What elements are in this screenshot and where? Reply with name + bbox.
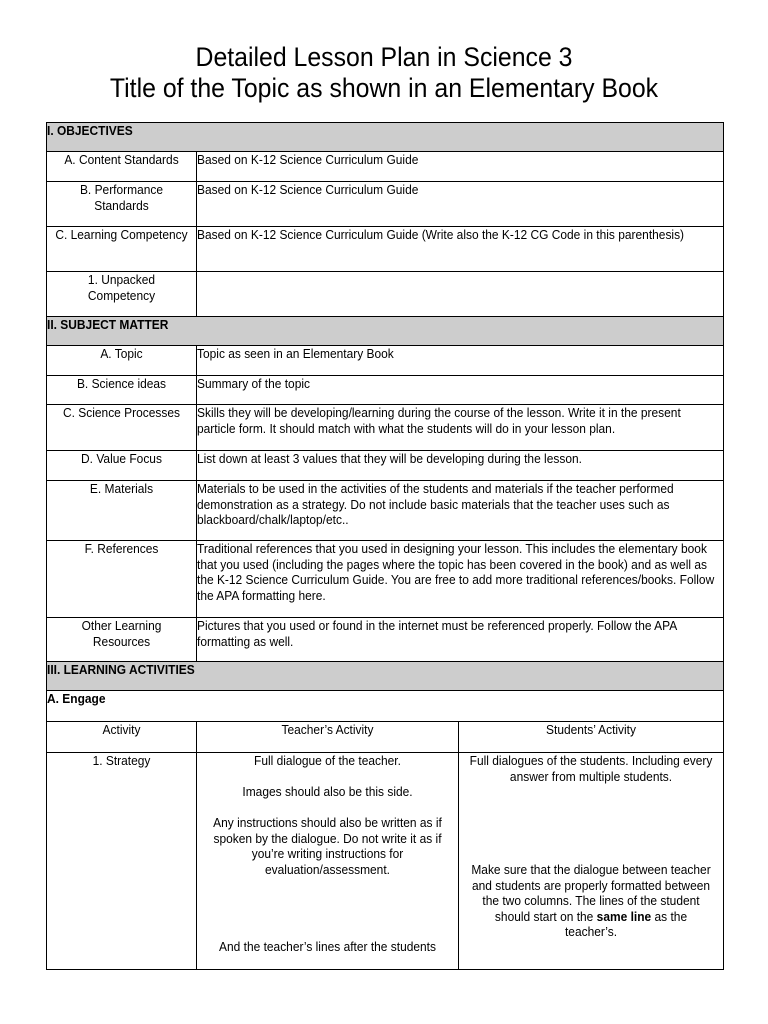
table-row xyxy=(47,618,724,662)
section-row-subject-matter xyxy=(47,317,724,346)
document-title xyxy=(31,42,738,104)
row-label xyxy=(47,182,197,227)
section-heading-text: I. OBJECTIVES xyxy=(47,123,133,138)
column-header-text: Activity xyxy=(102,722,141,737)
column-header-text: Students’ Activity xyxy=(546,722,636,737)
column-header-text: Teacher’s Activity xyxy=(281,722,374,737)
engage-heading-text: A. Engage xyxy=(47,691,106,706)
row-value-text: Topic as seen in an Elementary Book xyxy=(197,346,394,361)
row-value-text: Based on K-12 Science Curriculum Guide xyxy=(197,182,419,197)
row-value xyxy=(197,376,724,405)
row-label xyxy=(47,481,197,541)
teacher-line: Any instructions should also be written as if spoken by the dialogue. Do not write it as if you’re writing instructions for evaluation/assessment. xyxy=(213,815,442,877)
row-label-text: B. Performance Standards xyxy=(79,182,164,213)
row-label-text: C. Learning Competency xyxy=(55,227,188,242)
note-text: as the teacher’s. xyxy=(564,908,688,939)
row-label-text: Other Learning Resources xyxy=(81,618,162,649)
teacher-line: Images should also be this side. xyxy=(242,784,413,799)
table-row xyxy=(47,541,724,618)
strategy-label xyxy=(47,753,197,970)
teacher-line: And the teacher’s lines after the students xyxy=(219,939,436,954)
row-label-text: D. Value Focus xyxy=(81,451,162,466)
section-heading-text: III. LEARNING ACTIVITIES xyxy=(47,662,195,677)
row-value xyxy=(197,227,724,272)
title-line-1: Detailed Lesson Plan in Science 3 xyxy=(195,42,573,72)
column-header-teacher xyxy=(197,722,459,753)
section-row-objectives xyxy=(47,123,724,152)
section-heading xyxy=(47,662,724,691)
row-value xyxy=(197,272,724,317)
row-label xyxy=(47,346,197,376)
row-value xyxy=(197,405,724,451)
row-value-text: Based on K-12 Science Curriculum Guide (Write also the K-12 CG Code in this parenthesis) xyxy=(197,227,685,242)
table-row xyxy=(47,376,724,405)
row-label-text: B. Science ideas xyxy=(76,376,167,391)
row-label xyxy=(47,618,197,662)
section-heading xyxy=(47,123,724,152)
row-value-text: Based on K-12 Science Curriculum Guide xyxy=(197,152,419,167)
column-header-activity xyxy=(47,722,197,753)
row-value-text: Traditional references that you used in designing your lesson. This includes the elementary book that you used (including the pages where the topic has been covered in the book) and as well as the K-12 Science Curriculum Guide. You are free to add more traditional references/books. Follow the APA formatting here. xyxy=(197,541,715,603)
row-value-text: Materials to be used in the activities of the students and materials if the teacher performed demonstration as a strategy. Do not include basic materials that the teacher uses such as blackboard/chalk/laptop/etc.. xyxy=(197,481,674,527)
row-label-text: A. Topic xyxy=(100,346,143,361)
table-row xyxy=(47,272,724,317)
engage-heading xyxy=(47,691,724,722)
teacher-activity-cell xyxy=(197,753,459,970)
section-heading-text: II. SUBJECT MATTER xyxy=(47,317,169,332)
row-label-text: F. References xyxy=(84,541,159,556)
section-heading xyxy=(47,317,724,346)
activity-header-row xyxy=(47,722,724,753)
row-value-text: Summary of the topic xyxy=(197,376,311,391)
table-row xyxy=(47,346,724,376)
note-bold-text: same line xyxy=(596,908,652,924)
title-line-2: Title of the Topic as shown in an Elementary Book xyxy=(109,73,659,103)
column-header-students xyxy=(459,722,724,753)
table-row xyxy=(47,182,724,227)
engage-row xyxy=(47,691,724,722)
row-value xyxy=(197,451,724,481)
teacher-line: Full dialogue of the teacher. xyxy=(254,753,401,768)
row-value xyxy=(197,618,724,662)
row-value-text: Skills they will be developing/learning during the course of the lesson. Write it in the present particle form. It should match with what the students will do in your lesson plan. xyxy=(197,405,681,436)
row-label xyxy=(47,405,197,451)
row-label xyxy=(47,227,197,272)
students-line: Full dialogues of the students. Including every answer from multiple students. xyxy=(469,753,713,784)
students-activity-cell xyxy=(459,753,724,970)
students-formatting-note xyxy=(470,862,713,940)
row-label xyxy=(47,152,197,182)
table-row xyxy=(47,227,724,272)
row-label-text: A. Content Standards xyxy=(64,152,179,167)
strategy-label-text: 1. Strategy xyxy=(92,753,151,768)
row-label-text: 1. Unpacked Competency xyxy=(87,272,156,303)
row-label-text: E. Materials xyxy=(89,481,154,496)
row-label-text: C. Science Processes xyxy=(62,405,180,420)
row-label xyxy=(47,272,197,317)
row-value xyxy=(197,541,724,618)
row-value xyxy=(197,182,724,227)
row-value xyxy=(197,481,724,541)
row-value xyxy=(197,152,724,182)
table-row xyxy=(47,451,724,481)
row-value-text: List down at least 3 values that they will be developing during the lesson. xyxy=(197,451,582,466)
strategy-row xyxy=(47,753,724,970)
row-value xyxy=(197,346,724,376)
row-value-text: Pictures that you used or found in the internet must be referenced properly. Follow the APA formatting as well. xyxy=(197,618,677,649)
table-row xyxy=(47,481,724,541)
lesson-plan-table xyxy=(46,122,724,970)
table-row xyxy=(47,152,724,182)
row-label xyxy=(47,376,197,405)
note-text: Make sure that the dialogue between teacher and students are properly formatted between the two columns. The lines of the student should start on the xyxy=(471,862,711,924)
row-label xyxy=(47,541,197,618)
section-row-learning-activities xyxy=(47,662,724,691)
table-row xyxy=(47,405,724,451)
row-label xyxy=(47,451,197,481)
